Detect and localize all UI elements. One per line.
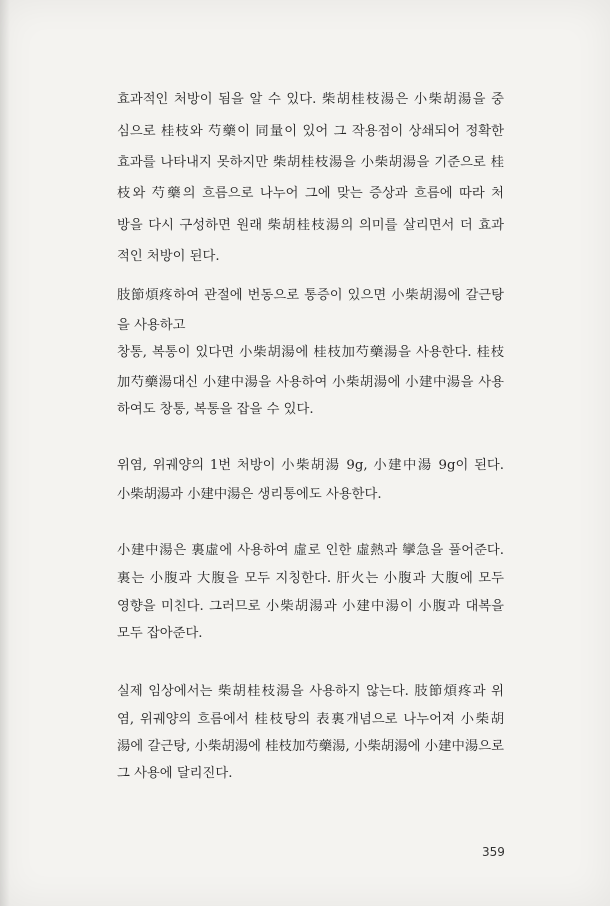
text-line: 枝와 芍藥의 흐름으로 나누어 그에 맞는 증상과 흐름에 따라 처 bbox=[117, 186, 504, 201]
text-line: 裏는 小腹과 大腹을 모두 지칭한다. 肝火는 小腹과 大腹에 모두 bbox=[117, 571, 504, 586]
text-line: 효과적인 처방이 됨을 알 수 있다. 柴胡桂枝湯은 小柴胡湯을 중 bbox=[117, 92, 504, 107]
text-line: 小建中湯은 裏虛에 사용하여 虛로 인한 虛熱과 攣急을 풀어준다. bbox=[117, 543, 504, 558]
text-line: 실제 임상에서는 柴胡桂枝湯을 사용하지 않는다. 肢節煩疼과 위 bbox=[117, 684, 504, 699]
text-line: 효과를 나타내지 못하지만 柴胡桂枝湯을 小柴胡湯을 기준으로 桂 bbox=[117, 155, 504, 170]
text-line: 적인 처방이 된다. bbox=[117, 249, 220, 264]
text-line: 湯에 갈근탕, 小柴胡湯에 桂枝加芍藥湯, 小柴胡湯에 小建中湯으로 bbox=[117, 739, 504, 754]
text-line: 염, 위궤양의 흐름에서 桂枝탕의 表裏개념으로 나누어져 小柴胡 bbox=[117, 712, 504, 727]
text-line: 심으로 桂枝와 芍藥이 同量이 있어 그 작용점이 상쇄되어 정확한 bbox=[117, 124, 504, 139]
text-line: 肢節煩疼하여 관절에 번동으로 통증이 있으면 小柴胡湯에 갈근탕 bbox=[117, 288, 504, 303]
text-line: 을 사용하고 bbox=[117, 318, 186, 333]
text-line: 하여도 창통, 복통을 잡을 수 있다. bbox=[117, 402, 314, 417]
text-line: 창통, 복통이 있다면 小柴胡湯에 桂枝加芍藥湯을 사용한다. 桂枝 bbox=[117, 345, 504, 360]
text-line: 모두 잡아준다. bbox=[117, 626, 203, 641]
text-line: 영향을 미친다. 그러므로 小柴胡湯과 小建中湯이 小腹과 대복을 bbox=[117, 599, 504, 614]
text-line: 加芍藥湯대신 小建中湯을 사용하여 小柴胡湯에 小建中湯을 사용 bbox=[117, 375, 504, 390]
text-line: 위염, 위궤양의 1번 처방이 小柴胡湯 9g, 小建中湯 9g이 된다. bbox=[117, 458, 504, 473]
text-line: 방을 다시 구성하면 원래 柴胡桂枝湯의 의미를 살리면서 더 효과 bbox=[117, 218, 504, 233]
text-line: 그 사용에 달리진다. bbox=[117, 766, 233, 781]
text-line: 小柴胡湯과 小建中湯은 생리통에도 사용한다. bbox=[117, 487, 382, 502]
page-number: 359 bbox=[482, 845, 505, 859]
